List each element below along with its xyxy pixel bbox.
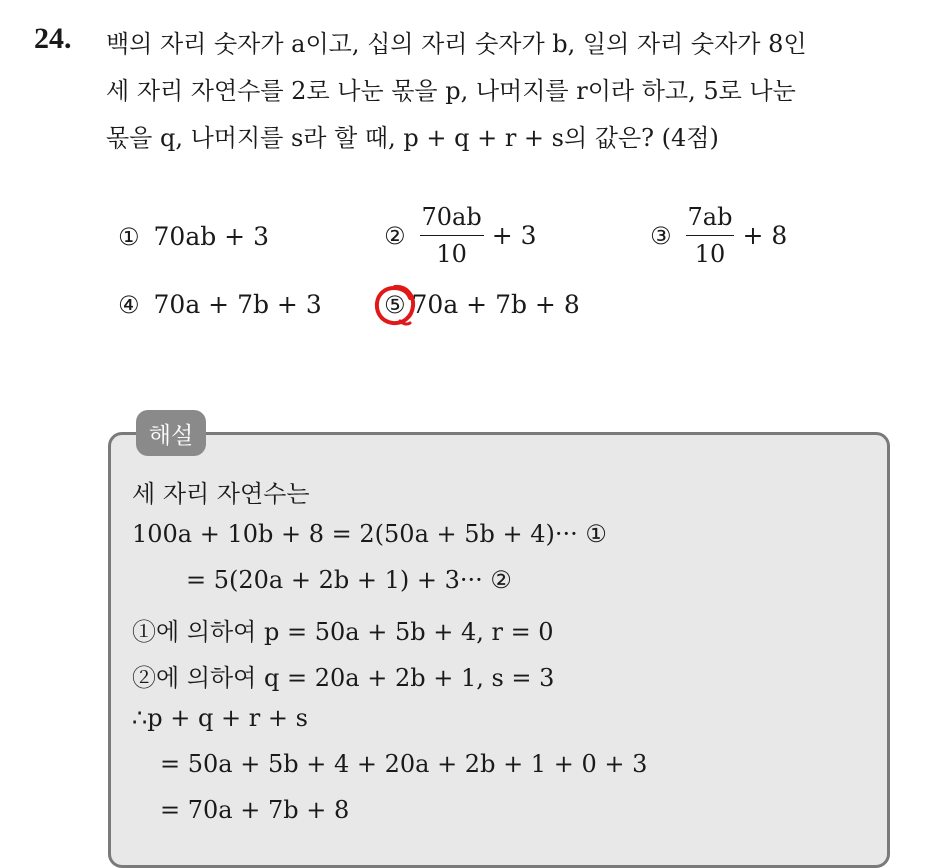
choice-mark-4: ④	[118, 291, 140, 319]
answer-circle-marker	[373, 283, 417, 327]
question-line-1: 백의 자리 숫자가 a이고, 십의 자리 숫자가 b, 일의 자리 숫자가 8인	[106, 30, 807, 58]
choice-3[interactable]	[650, 203, 787, 268]
solution-line-6: ∴p + q + r + s	[132, 704, 308, 732]
choice-tail-2: + 3	[491, 221, 537, 250]
question-line-3: 몫을 q, 나머지를 s라 할 때, p + q + r + s의 값은? (4점)	[106, 124, 719, 152]
choice-2[interactable]	[384, 203, 537, 268]
solution-line-8: = 70a + 7b + 8	[160, 796, 350, 824]
choice-mark-5: ⑤	[384, 291, 406, 319]
solution-line-2: 100a + 10b + 8 = 2(50a + 5b + 4)··· ①	[132, 520, 607, 548]
solution-line-1: 세 자리 자연수는	[132, 480, 310, 508]
choice-mark-1: ①	[118, 223, 140, 251]
choice-fraction-3	[686, 203, 735, 268]
choice-numerator-3: 7ab	[686, 203, 735, 236]
choice-mark-3: ③	[650, 221, 672, 250]
choice-denominator-3: 10	[694, 240, 726, 268]
choice-numerator-2: 70ab	[420, 203, 484, 236]
solution-line-3: = 5(20a + 2b + 1) + 3··· ②	[186, 566, 512, 594]
choice-text-1: 70ab + 3	[153, 222, 269, 251]
solution-line-7: = 50a + 5b + 4 + 20a + 2b + 1 + 0 + 3	[160, 750, 648, 778]
solution-tag: 해설	[136, 410, 206, 456]
choice-4[interactable]	[118, 290, 322, 319]
choice-text-5: 70a + 7b + 8	[411, 290, 580, 319]
choice-1[interactable]	[118, 222, 269, 251]
choice-denominator-2: 10	[436, 240, 467, 268]
choice-fraction-2	[420, 203, 484, 268]
solution-line-4: ①에 의하여 p = 50a + 5b + 4, r = 0	[132, 618, 554, 646]
question-number: 24.	[34, 22, 72, 55]
choice-tail-3: + 8	[742, 221, 788, 250]
solution-line-5: ②에 의하여 q = 20a + 2b + 1, s = 3	[132, 664, 555, 692]
choice-mark-2: ②	[384, 221, 406, 250]
choice-text-4: 70a + 7b + 3	[153, 290, 322, 319]
question-line-2: 세 자리 자연수를 2로 나눈 몫을 p, 나머지를 r이라 하고, 5로 나눈	[106, 77, 796, 105]
